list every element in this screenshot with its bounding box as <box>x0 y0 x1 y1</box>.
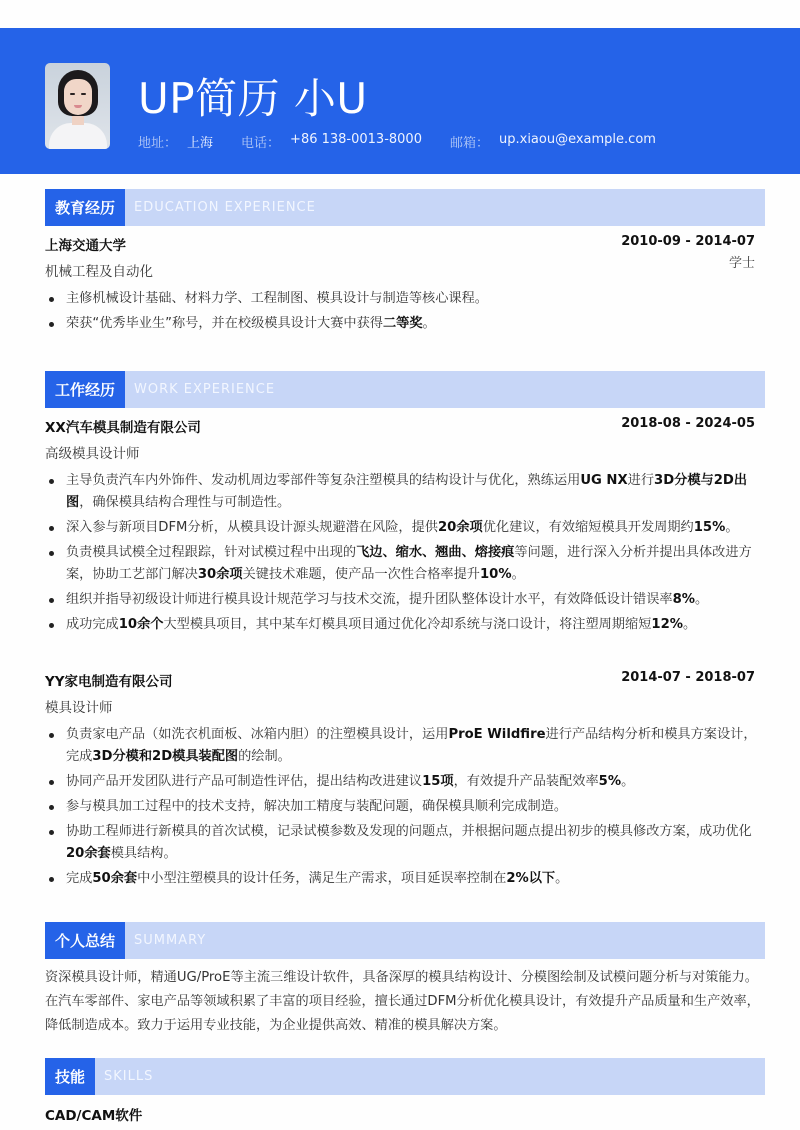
job-date: 2018-08 - 2024-05 <box>621 416 755 431</box>
phone-value: +86 138-0013-8000 <box>290 132 422 147</box>
summary-text: 资深模具设计师，精通UG/ProE等主流三维设计软件，具备深厚的模具结构设计、分模图绘制及试模问题分析与对策能力。在汽车零部件、家电产品等领域积累了丰富的项目经验，擅长通过DFM分析优化模具设计，有效提升产品质量和生产效率，降低制造成本。致力于运用专业技能，为企业提供高效、精准的模具解决方案。 <box>45 970 760 1033</box>
bullet-item: 成功完成10余个大型模具项目，其中某车灯模具项目通过优化冷却系统与浇口设计，将注塑周期缩短12%。 <box>45 614 760 636</box>
job-bullets <box>45 470 760 639</box>
contact-address <box>138 132 213 151</box>
section-title-cn: 工作经历 <box>45 371 125 408</box>
bullet-item: 完成50余套中小型注塑模具的设计任务，满足生产需求，项目延误率控制在2%以下。 <box>45 868 760 890</box>
email-label: 邮箱： <box>449 136 489 151</box>
bullet-item: 组织并指导初级设计师进行模具设计规范学习与技术交流，提升团队整体设计水平，有效降低设计错误率8%。 <box>45 589 760 611</box>
education-date: 2010-09 - 2014-07 <box>621 234 755 249</box>
bullet-item: 主修机械设计基础、材料力学、工程制图、模具设计与制造等核心课程。 <box>45 288 760 310</box>
section-title-cn: 技能 <box>45 1058 95 1095</box>
address-value: 上海 <box>187 136 214 151</box>
job-date: 2014-07 - 2018-07 <box>621 670 755 685</box>
job-position: 模具设计师 <box>45 700 113 716</box>
job-position: 高级模具设计师 <box>45 446 140 462</box>
bullet-item: 协同产品开发团队进行产品可制造性评估，提出结构改进建议15项，有效提升产品装配效率5%。 <box>45 771 760 793</box>
section-title-en: WORK EXPERIENCE <box>134 382 276 397</box>
job-bullets <box>45 724 760 893</box>
bullet-item: 协助工程师进行新模具的首次试模，记录试模参数及发现的问题点，并根据问题点提出初步的模具修改方案，成功优化20余套模具结构。 <box>45 821 760 865</box>
section-title-en: SKILLS <box>104 1069 154 1084</box>
section-title-en: SUMMARY <box>134 933 207 948</box>
bullet-item: 荣获“优秀毕业生”称号，并在校级模具设计大赛中获得二等奖。 <box>45 313 760 335</box>
phone-label: 电话： <box>241 136 281 151</box>
education-bullets <box>45 288 760 338</box>
candidate-name: UP简历 小U <box>138 74 368 123</box>
bullet-item: 负责模具试模全过程跟踪，针对试模过程中出现的飞边、缩水、翘曲、熔接痕等问题，进行深入分析并提出具体改进方案，协助工艺部门解决30余项关键技术难题，使产品一次性合格率提升10%。 <box>45 542 760 586</box>
section-title-cn: 个人总结 <box>45 922 125 959</box>
section-title-cn: 教育经历 <box>45 189 125 226</box>
contact-email <box>450 132 656 151</box>
bullet-item: 参与模具加工过程中的技术支持，解决加工精度与装配问题，确保模具顺利完成制造。 <box>45 796 760 818</box>
address-label: 地址： <box>138 136 178 151</box>
resume-header <box>0 28 800 174</box>
section-title-en: EDUCATION EXPERIENCE <box>134 200 316 215</box>
bullet-item: 深入参与新项目DFM分析，从模具设计源头规避潜在风险，提供20余项优化建议，有效缩短模具开发周期约15%。 <box>45 517 760 539</box>
bullet-item: 主导负责汽车内外饰件、发动机周边零部件等复杂注塑模具的结构设计与优化，熟练运用UG NX进行3D分模与2D出图，确保模具结构合理性与可制造性。 <box>45 470 760 514</box>
company-name: XX汽车模具制造有限公司 <box>45 420 201 436</box>
contact-phone <box>241 132 422 151</box>
major: 机械工程及自动化 <box>45 264 153 280</box>
section-header-work <box>45 371 765 408</box>
degree: 学士 <box>728 256 755 271</box>
section-header-summary <box>45 922 765 959</box>
email-value: up.xiaou@example.com <box>499 132 656 147</box>
section-header-education <box>45 189 765 226</box>
contact-info <box>138 132 684 151</box>
bullet-item: 负责家电产品（如洗衣机面板、冰箱内胆）的注塑模具设计，运用ProE Wildfire进行产品结构分析和模具方案设计，完成3D分模和2D模具装配图的绘制。 <box>45 724 760 768</box>
section-header-skills <box>45 1058 765 1095</box>
profile-photo <box>45 63 110 149</box>
skill-group-title: CAD/CAM软件 <box>45 1108 143 1124</box>
company-name: YY家电制造有限公司 <box>45 674 173 690</box>
school-name: 上海交通大学 <box>45 238 126 254</box>
